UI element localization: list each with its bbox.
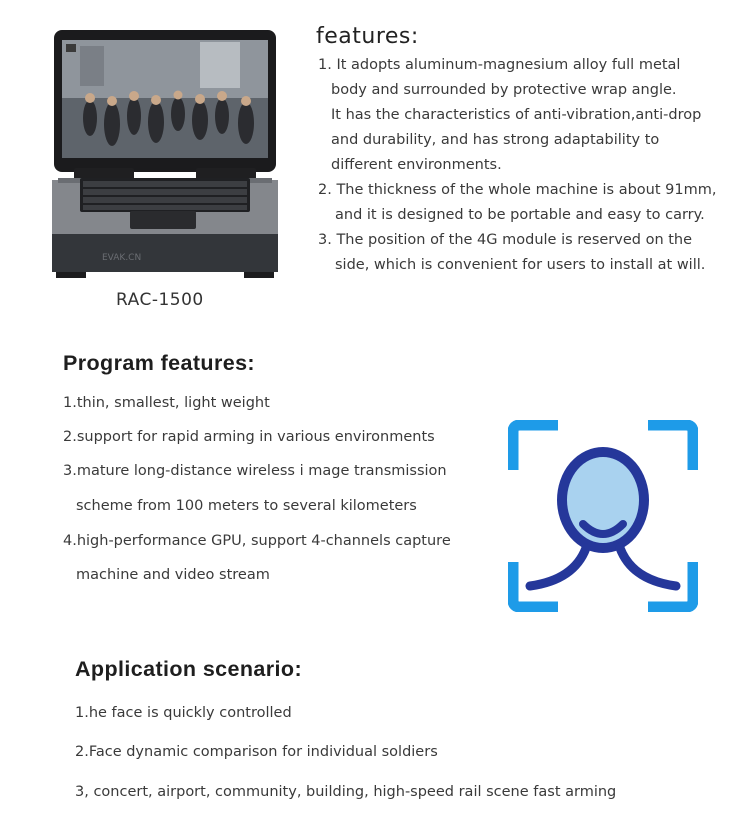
product-model: RAC-1500 xyxy=(116,290,204,310)
program-line: 2.support for rapid arming in various environments xyxy=(63,429,435,445)
program-line: 3.mature long-distance wireless i mage transmission xyxy=(63,463,447,479)
program-features-title: Program features: xyxy=(63,351,255,375)
application-line: 2.Face dynamic comparison for individual soldiers xyxy=(75,744,438,760)
features-line: 2. The thickness of the whole machine is about 91mm, xyxy=(318,182,717,198)
application-scenario-title: Application scenario: xyxy=(75,657,303,681)
features-line: body and surrounded by protective wrap angle. xyxy=(331,82,677,98)
program-line: 4.high-performance GPU, support 4-channels capture xyxy=(63,533,451,549)
features-line: different environments. xyxy=(331,157,502,173)
laptop-image xyxy=(50,28,280,280)
features-line: side, which is convenient for users to install at will. xyxy=(335,257,706,273)
features-line: 3. The position of the 4G module is reserved on the xyxy=(318,232,693,248)
features-line: and durability, and has strong adaptability to xyxy=(331,132,660,148)
program-line: machine and video stream xyxy=(76,567,270,583)
application-line: 3, concert, airport, community, building, high-speed rail scene fast arming xyxy=(75,784,617,800)
features-title: features: xyxy=(316,24,419,49)
laptop-watermark: EVAK.CN xyxy=(102,253,142,263)
program-line: 1.thin, smallest, light weight xyxy=(63,395,270,411)
features-line: 1. It adopts aluminum-magnesium alloy full metal xyxy=(318,57,681,73)
face-recognition-icon xyxy=(508,420,698,612)
features-line: and it is designed to be portable and easy to carry. xyxy=(335,207,705,223)
program-line: scheme from 100 meters to several kilometers xyxy=(76,498,417,514)
application-line: 1.he face is quickly controlled xyxy=(75,705,292,721)
features-line: It has the characteristics of anti-vibration,anti-drop xyxy=(331,107,702,123)
